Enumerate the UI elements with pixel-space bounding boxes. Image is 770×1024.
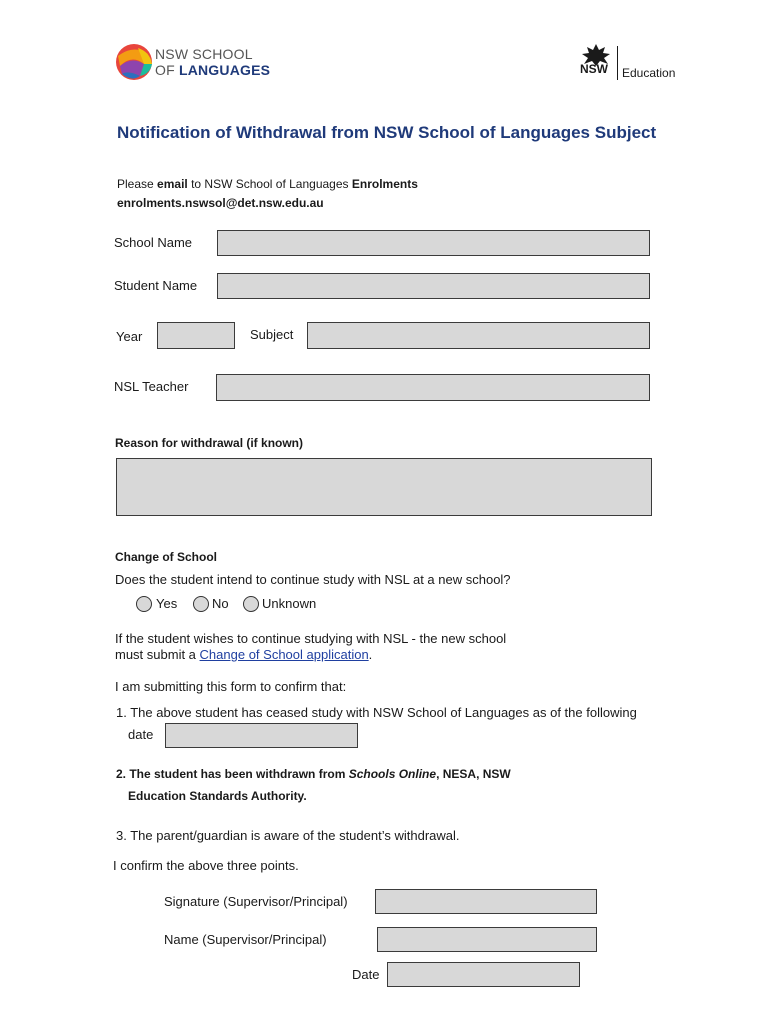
change-school-info-line1: If the student wishes to continue studying with NSL - the new school: [115, 631, 507, 646]
radio-yes[interactable]: [136, 596, 152, 612]
student-name-label: Student Name: [114, 278, 198, 293]
logo-line2: OF LANGUAGES: [155, 62, 271, 78]
instructions-line1: Please email to NSW School of Languages Enrolments: [117, 177, 418, 191]
school-name-label: School Name: [114, 235, 193, 250]
continue-study-question: Does the student intend to continue study with NSL at a new school?: [115, 572, 511, 587]
date-label: Date: [352, 967, 380, 982]
confirm-point2: 2. The student has been withdrawn from Schools Online, NESA, NSW: [116, 767, 511, 781]
confirm-points-statement: I confirm the above three points.: [113, 858, 299, 873]
radio-no[interactable]: [193, 596, 209, 612]
nsl-teacher-input[interactable]: [216, 374, 650, 401]
supervisor-name-label: Name (Supervisor/Principal): [164, 932, 327, 947]
logo-line1: NSW SCHOOL: [155, 46, 253, 62]
school-name-input[interactable]: [217, 230, 650, 256]
change-of-school-application-link[interactable]: Change of School application: [199, 647, 369, 662]
email-address: enrolments.nswsol@det.nsw.edu.au: [117, 196, 324, 210]
ceased-date-input[interactable]: [165, 723, 358, 748]
confirm-point1: 1. The above student has ceased study with NSW School of Languages as of the following: [116, 705, 637, 720]
nsl-teacher-label: NSL Teacher: [114, 379, 189, 394]
nsw-abbrev: NSW: [580, 62, 608, 76]
radio-no-label: No: [212, 596, 229, 611]
student-name-input[interactable]: [217, 273, 650, 299]
subject-input[interactable]: [307, 322, 650, 349]
confirm-point1-date-label: date: [128, 727, 154, 742]
globe-logo-icon: [114, 42, 154, 82]
page-title: Notification of Withdrawal from NSW School of Languages Subject: [117, 123, 657, 142]
date-input[interactable]: [387, 962, 580, 987]
subject-label: Subject: [250, 327, 294, 342]
nsw-government-logo: [578, 42, 688, 84]
education-label: Education: [622, 66, 676, 80]
year-label: Year: [116, 329, 143, 344]
nsw-school-of-languages-logo: [114, 42, 274, 82]
confirm-point2-line2: Education Standards Authority.: [128, 789, 307, 803]
logo-divider: [617, 46, 618, 80]
radio-unknown-label: Unknown: [262, 596, 317, 611]
reason-textarea[interactable]: [116, 458, 652, 516]
signature-label: Signature (Supervisor/Principal): [164, 894, 348, 909]
change-of-school-heading: Change of School: [115, 550, 217, 564]
signature-input[interactable]: [375, 889, 597, 914]
reason-label: Reason for withdrawal (if known): [115, 436, 304, 450]
supervisor-name-input[interactable]: [377, 927, 597, 952]
year-input[interactable]: [157, 322, 235, 349]
change-school-info-line2: must submit a Change of School application.: [115, 647, 373, 662]
confirm-intro: I am submitting this form to confirm that:: [115, 679, 347, 694]
radio-unknown[interactable]: [243, 596, 259, 612]
confirm-point3: 3. The parent/guardian is aware of the student’s withdrawal.: [116, 828, 460, 843]
radio-yes-label: Yes: [156, 596, 178, 611]
